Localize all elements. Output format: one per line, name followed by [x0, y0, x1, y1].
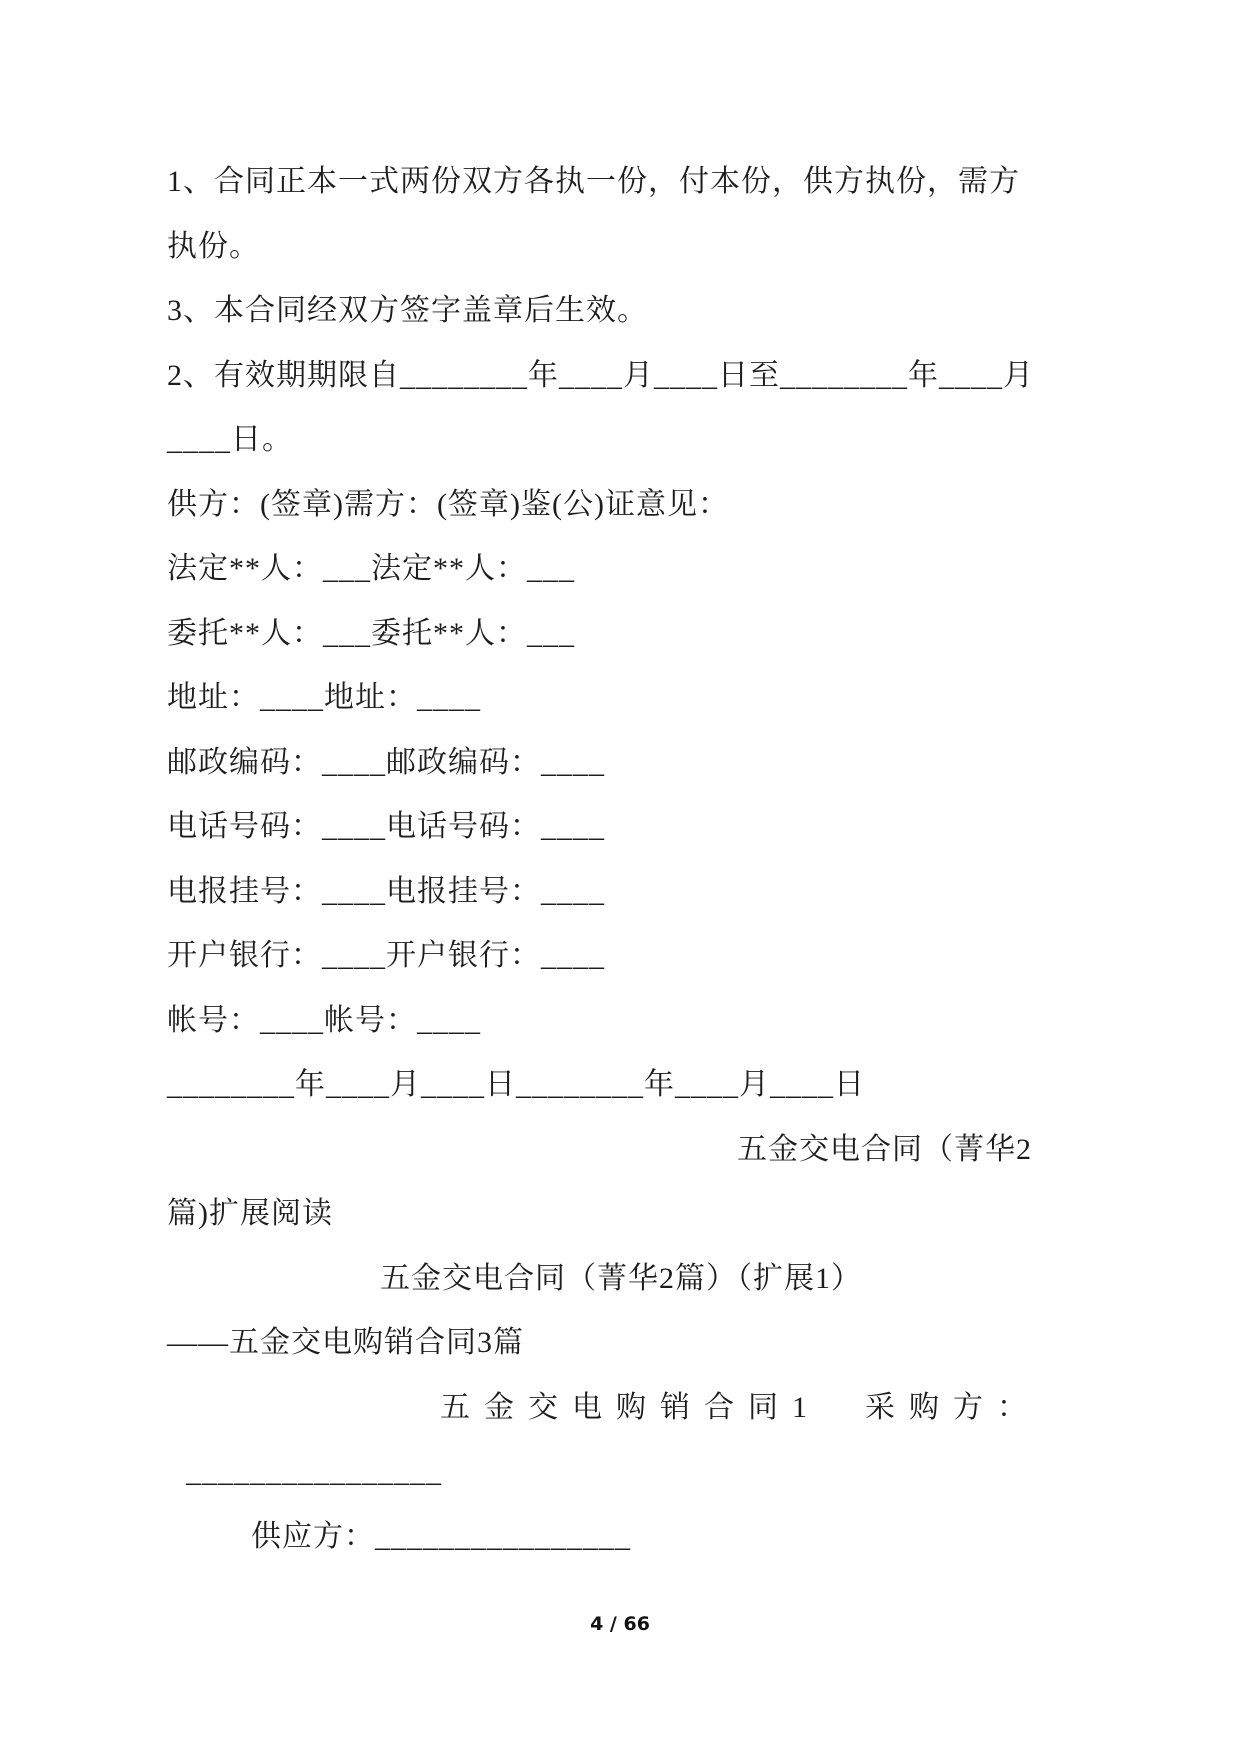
postal-code-line: 邮政编码：____邮政编码：____ [167, 745, 605, 779]
account-number-line: 帐号：____帐号：____ [167, 1003, 481, 1037]
entrusted-agent-line: 委托**人：___委托**人：___ [167, 616, 575, 650]
contract-1-heading: 五金交电购销合同1 采购方： [440, 1390, 1041, 1424]
telegraph-code-line: 电报挂号：____电报挂号：____ [167, 874, 605, 908]
supplier-line: 供应方：________________ [251, 1519, 631, 1553]
signing-date-line: ________年____月____日________年____月____日 [167, 1068, 865, 1101]
clause-validity-line-1: 2、有效期期限自________年____月____日至________年____月 [167, 358, 1034, 392]
clause-effectiveness: 3、本合同经双方签字盖章后生效。 [167, 294, 648, 327]
subtitle-dash-line: ——五金交电购销合同3篇 [167, 1326, 524, 1359]
opening-bank-line: 开户银行：____开户银行：____ [167, 939, 605, 972]
extended-section-title: 五金交电合同（菁华2篇）（扩展1） [380, 1261, 862, 1295]
section-title-wrap-line-2: 篇)扩展阅读 [167, 1197, 333, 1230]
clause-validity-line-2: ____日。 [167, 423, 293, 456]
address-line: 地址：____地址：____ [167, 681, 481, 714]
signature-header-line: 供方：(签章)需方：(签章)鉴(公)证意见： [167, 487, 729, 521]
clause-copies-line-1: 1、合同正本一式两份双方各执一份，付本份，供方执份，需方 [167, 165, 1020, 198]
page-number: 4 / 66 [590, 1613, 650, 1635]
legal-representative-line: 法定**人：___法定**人：___ [167, 552, 575, 585]
clause-copies-line-2: 执份。 [167, 229, 260, 263]
buyer-blank-line: ________________ [186, 1455, 442, 1488]
phone-number-line: 电话号码：____电话号码：____ [167, 810, 605, 843]
section-title-wrap-line-1: 五金交电合同（菁华2 [737, 1132, 1032, 1166]
